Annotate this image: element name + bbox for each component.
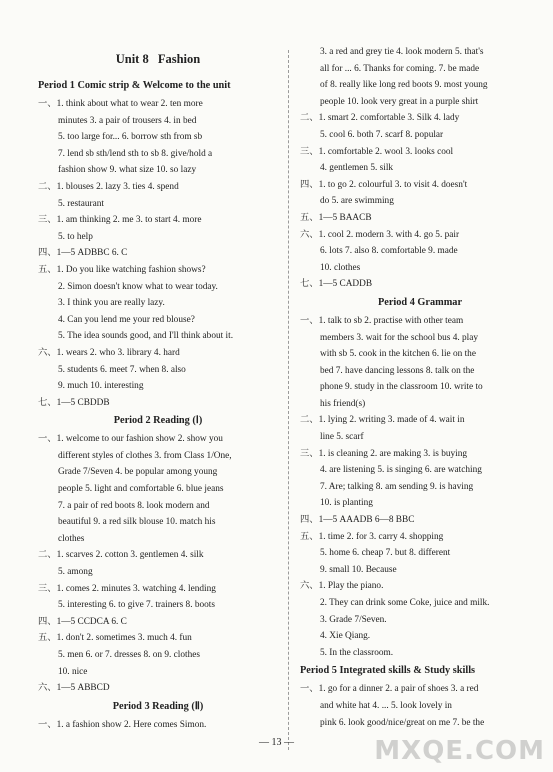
answer-line: different styles of clothes 3. from Class 1/One, [58, 450, 232, 461]
answer-line: 5. students 6. meet 7. when 8. also [58, 364, 186, 375]
answer-line: people 5. light and comfortable 6. blue jeans [58, 484, 224, 495]
answer-line: 三、1. is cleaning 2. are making 3. is buying [300, 448, 468, 459]
section-heading: Period 1 Comic strip & Welcome to the unit [38, 80, 231, 91]
left-answer-column [38, 0, 278, 733]
answer-line: 9. small 10. Because [320, 564, 397, 575]
answer-line: 2. They can drink some Coke, juice and milk. [320, 598, 490, 608]
answer-line: 4. gentlemen 5. silk [320, 163, 394, 174]
answer-line: 一、1. talk to sb 2. practise with other team [300, 315, 464, 326]
answer-line: 四、1—5 CCDCA 6. C [38, 616, 127, 627]
answer-line: 5. cool 6. both 7. scarf 8. popular [320, 129, 444, 140]
answer-line: 7. lend sb sth/lend sth to sb 8. give/hold a [58, 148, 213, 159]
answer-line: 4. are listening 5. is singing 6. are watching [320, 465, 482, 476]
watermark-logo: MXQE.COM [374, 736, 545, 766]
answer-line: 四、1—5 ADBBC 6. C [38, 248, 128, 259]
answer-line: 三、1. comes 2. minutes 3. watching 4. lending [38, 583, 216, 594]
section-heading: Period 2 Reading (Ⅰ) [113, 415, 203, 427]
answer-line: 7. Are; talking 8. am sending 9. is having [320, 481, 474, 492]
answer-line: 三、1. am thinking 2. me 3. to start 4. more [38, 215, 202, 226]
section-heading: Period 3 Reading (Ⅱ) [112, 700, 204, 712]
answer-line: 9. much 10. interesting [58, 381, 144, 392]
answer-line: 5. men 6. or 7. dresses 8. on 9. clothes [58, 650, 201, 660]
answer-line: 七、1—5 CBDDB [38, 397, 110, 408]
answer-line: his friend(s) [320, 398, 366, 409]
answer-line: 三、1. comfortable 2. wool 3. looks cool [300, 146, 454, 157]
answer-line: beautiful 9. a red silk blouse 10. match his [58, 517, 216, 528]
answer-line: 六、1. cool 2. modern 3. with 4. go 5. pair [300, 229, 460, 240]
answer-line: 5. among [58, 567, 93, 578]
answer-line: 五、1. don't 2. sometimes 3. much 4. fun [38, 633, 192, 644]
unit-number: Unit 8 [115, 52, 149, 66]
answer-line: 5. home 6. cheap 7. but 8. different [320, 548, 451, 559]
answer-line: 5. In the classroom. [320, 647, 394, 658]
answer-line: 4. Can you lend me your red blouse? [58, 314, 195, 325]
answer-line: of 8. really like long red boots 9. most young [320, 80, 488, 91]
answer-line: 二、1. scarves 2. cotton 3. gentlemen 4. silk [38, 550, 204, 561]
answer-line: 四、1—5 AAADB 6—8 BBC [300, 515, 415, 526]
answer-line: 10. clothes [320, 262, 361, 273]
answer-line: 10. nice [58, 666, 88, 677]
answer-line: 七、1—5 CADDB [300, 279, 373, 290]
answer-line: 3. Grade 7/Seven. [320, 614, 387, 625]
page-number: — 13 — [259, 737, 294, 748]
answer-line: with sb 5. cook in the kitchen 6. lie on the [320, 349, 476, 360]
answer-line: 六、1—5 ABBCD [38, 683, 110, 694]
section-heading: Period 4 Grammar [377, 296, 463, 308]
answer-line: all for ... 6. Thanks for coming. 7. be made [320, 63, 480, 74]
answer-line: pink 6. look good/nice/great on me 7. be the [320, 717, 485, 728]
answer-line: 五、1. time 2. for 3. carry 4. shopping [300, 531, 444, 542]
answer-line: 2. Simon doesn't know what to wear today. [58, 281, 218, 292]
answer-line: do 5. are swimming [320, 196, 394, 207]
answer-line: fashion show 9. what size 10. so lazy [58, 165, 197, 176]
unit-topic: Fashion [157, 52, 201, 66]
answer-line: 3. I think you are really lazy. [58, 298, 165, 309]
answer-line: clothes [58, 533, 85, 544]
answer-line: minutes 3. a pair of trousers 4. in bed [58, 115, 197, 126]
column-divider [288, 50, 289, 750]
answer-line: 二、1. lying 2. writing 3. made of 4. wait in [300, 415, 465, 426]
answer-line: 一、1. a fashion show 2. Here comes Simon. [38, 719, 207, 730]
answer-line: 5. interesting 6. to give 7. trainers 8. boots [58, 600, 215, 611]
answer-line: Grade 7/Seven 4. be popular among young [58, 467, 218, 478]
answer-line: 六、1. Play the piano. [300, 581, 384, 592]
answer-line: 二、1. smart 2. comfortable 3. Silk 4. lady [300, 113, 460, 124]
answer-line: phone 9. study in the classroom 10. write to [320, 382, 483, 393]
answer-line: people 10. look very great in a purple shirt [320, 96, 479, 107]
answer-line: and white hat 4. ... 5. look lovely in [320, 700, 452, 711]
answer-line: line 5. scarf [320, 432, 364, 443]
answer-line: bed 7. have dancing lessons 8. talk on the [320, 365, 475, 376]
answer-line: 四、1. to go 2. colourful 3. to visit 4. doesn't [300, 179, 468, 190]
answer-line: 5. too large for... 6. borrow sth from sb [58, 132, 203, 143]
answer-line: 10. is planting [320, 498, 373, 509]
answer-line: 5. The idea sounds good, and I'll think about it. [58, 331, 234, 342]
answer-line: 一、1. go for a dinner 2. a pair of shoes 3. a red [300, 684, 479, 695]
answer-line: 五、1. Do you like watching fashion shows? [38, 264, 206, 275]
right-answer-column [300, 0, 540, 731]
answer-line: 3. a red and grey tie 4. look modern 5. that's [320, 47, 484, 57]
answer-line: 5. restaurant [58, 198, 104, 209]
answer-line: 五、1—5 BAACB [300, 212, 372, 223]
answer-line: 一、1. welcome to our fashion show 2. show you [38, 434, 223, 445]
answer-line: 一、1. think about what to wear 2. ten more [38, 99, 203, 109]
answer-line: 7. a pair of red boots 8. look modern and [58, 500, 210, 511]
answer-line: 六、1. wears 2. who 3. library 4. hard [38, 347, 180, 358]
section-heading: Period 5 Integrated skills & Study skills [300, 665, 476, 677]
answer-line: 5. to help [58, 231, 93, 242]
answer-line: 二、1. blouses 2. lazy 3. ties 4. spend [38, 181, 179, 192]
answer-line: 4. Xie Qiang. [320, 631, 371, 642]
answer-line: 6. lots 7. also 8. comfortable 9. made [320, 246, 458, 257]
answer-line: members 3. wait for the school bus 4. play [320, 332, 479, 343]
